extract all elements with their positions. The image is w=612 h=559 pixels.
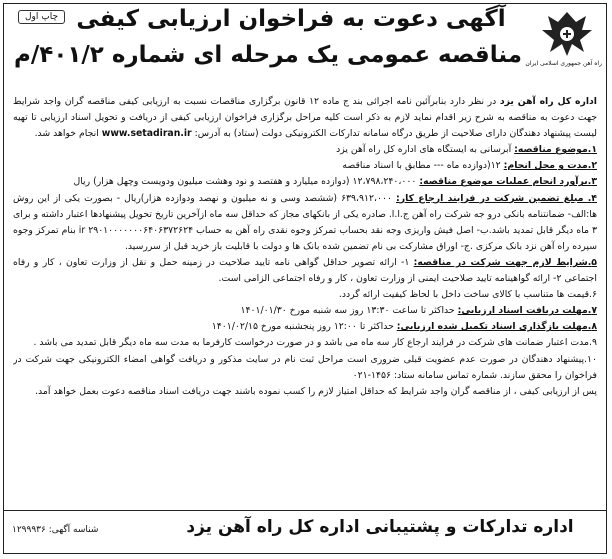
ad-footer xyxy=(4,510,606,553)
intro-paragraph xyxy=(13,94,597,142)
ad-id: شناسه آگهی: ۱۲۹۹۹۳۶ xyxy=(12,525,99,535)
list-item: ۸.مهلت بازگذاری اسناد تکمیل شده ارزیابی: حداکثر تا ۱۲:۰۰ روز پنجشنبه مورخ ۱۴۰۱/۰۲/۱۵ xyxy=(211,321,597,333)
railway-emblem-icon xyxy=(536,8,598,60)
intro-end: انجام خواهد شد. xyxy=(34,128,99,140)
closing-paragraph: پس از ارزیابی کیفی ، از مناقصه گران واجد شرایط که حداقل امتیاز لازم را کسب نموده باشند جهت دریافت اسناد مناقصه دعوت بعمل خواهد آمد. xyxy=(35,385,597,397)
railway-logo xyxy=(525,8,602,78)
ad-body xyxy=(13,94,597,509)
list-item: ۹.مدت اعتبار ضمانت های شرکت در فرایند ارجاع کار سه ماه می باشد و در صورت درخواست کارفرما به مدت سه ماه دیگر قابل تمدید می باشد . xyxy=(33,337,597,349)
intro-text: در نظر دارد بنابرآئین نامه اجرائی بند ج ماده ۱۲ قانون برگزاری مناقصات نسبت به ارزیابی کیفی مناقصه گران واجد شرایط جهت دعوت به مناقصه به شرح زیر اقدام نماید لازم به ذکر است کلیه مراحل برگزاری فراخوان ارزیابی کیفی از دریافت و تحویل اسناد ارزیابی تا تهیه لیست پیشنهاد دهندگان دارای صلاحیت از طریق درگاه سامانه تدارکات الکترونیکی دولت (ستاد) به آدرس: xyxy=(13,96,597,140)
ad-header xyxy=(4,4,608,90)
list-item: ۴. مبلغ تضمین شرکت در فرایند ارجاع کار: ۶۳۹،۹۱۲،۰۰۰ (ششصد وسی و نه میلیون و نهصد ودوازده هزار)ریال - بصورت یکی از این روش ها:الف- ضمانتنامه بانکی درو جه شرکت راه آهن ج.ا.ا. صادره یکی از بانکهای مجاز که حداقل سه ماه ازآخرین تاریخ تحویل پیشنهادها اعتبار داشته و برای ۳ ماه دیگر قابل تمدید باشد.ب- اصل فیش واریزی وجه نقد بحساب تمرکز وجوه نقدی راه آهن به حساب ۲۹۰۱۰۰۰۰۰۰۰۶۴۰۶۳۷۲۶۲۴ ir بنام تمرکز وجوه سپرده راه آهن نزد بانک مرکزی .ج- اوراق مشارکت بی نام تضمین شده بانک ها و دولت با قابلیت باز خرید قبل از سررسید. xyxy=(13,192,597,252)
list-item: ۲.مدت و محل انجام: ۱۲(دوازده ماه --- مطابق با اسناد مناقصه xyxy=(342,160,597,172)
ad-subtitle: مناقصه عمومی یک مرحله ای شماره ۴۰۱/۲/م xyxy=(14,42,522,68)
list-item: ۱.موضوع مناقصه: آبرسانی به ایستگاه های اداره کل راه آهن یزد xyxy=(336,144,597,156)
ad-title: آگهی دعوت به فراخوان ارزیابی کیفی xyxy=(76,6,506,32)
logo-caption: راه آهن جمهوری اسلامی ایران xyxy=(525,60,602,67)
website-link[interactable]: www.setadiran.ir xyxy=(101,128,192,140)
list-item: ۵.شرایط لازم جهت شرکت در مناقصه: ۱- ارائه تصویر حداقل گواهی نامه تایید صلاحیت در زمینه حمل و نقل از وزارت تعاون ، کار و رفاه اجتماعی ۲- ارائه گواهینامه تایید صلاحیت ایمنی از وزارت تعاون ، کار و رفاه اجتماعی الزامی است. xyxy=(13,256,597,285)
ad-frame xyxy=(3,3,607,554)
list-item: ۳.برآورد انجام عملیات موضوع مناقصه: ۱۲،۷۹۸،۲۴۰،۰۰۰ (دوازده میلیارد و هفتصد و نود وهشت میلیون ودویست وچهل هزار) ریال xyxy=(73,176,597,188)
list-item: ۶.قیمت ها متناسب با کالای ساخت داخل با لحاظ کیفیت ارائه گردد. xyxy=(338,289,597,301)
list-item: ۱۰.پیشنهاد دهندگان در صورت عدم عضویت قبلی ضروری است مراحل ثبت نام در سایت مذکور و دریافت گواهی امضاء الکترونیکی جهت شرکت در فراخوان را محقق سازند. شماره تماس سامانه ستاد: ۱۴۵۶-۰۲۱ xyxy=(13,353,597,381)
list-item: ۷.مهلت دریافت اسناد ارزیابی: حداکثر تا ساعت ۱۳:۳۰ روز سه شنبه مورخ ۱۴۰۱/۰۱/۳۰ xyxy=(240,305,597,317)
intro-label: اداره کل راه آهن یزد xyxy=(499,96,597,107)
print-stamp: چاپ اول xyxy=(18,10,65,24)
footer-title: اداره تدارکات و پشتیبانی اداره کل راه آهن یزد xyxy=(186,517,574,537)
